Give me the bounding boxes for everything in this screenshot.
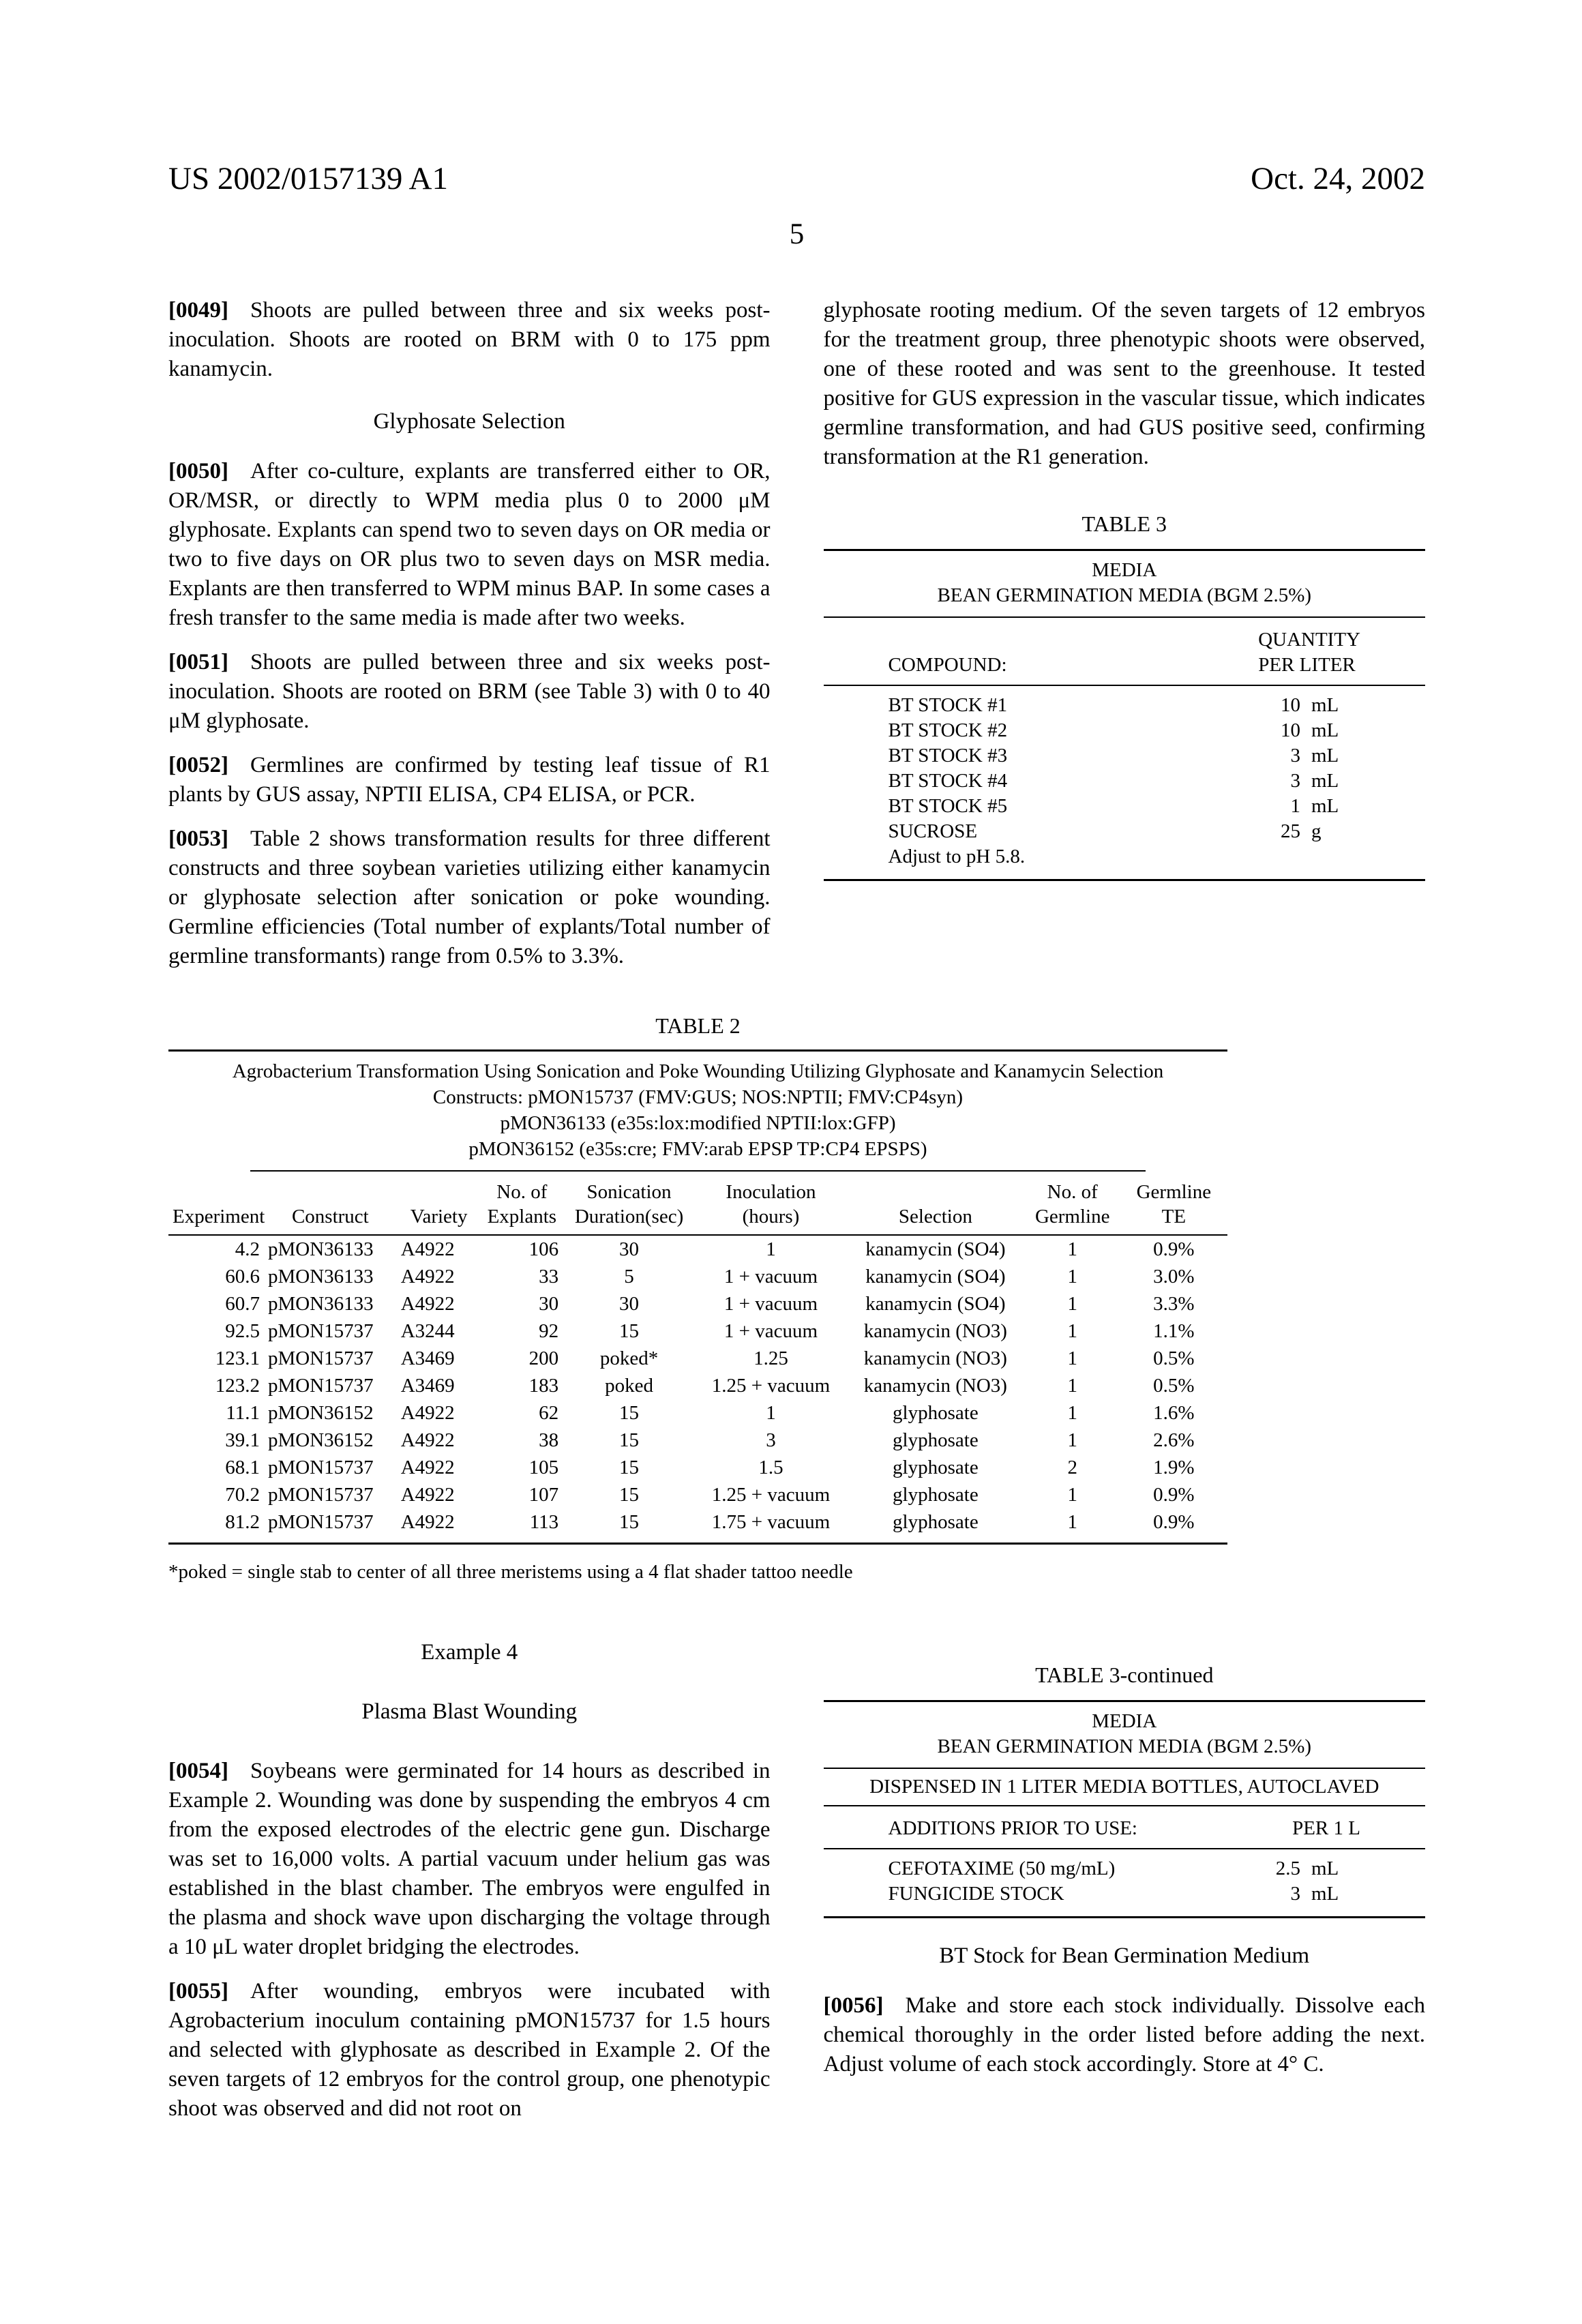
table-3-header-row [824,618,1426,685]
compound-name: Adjust to pH 5.8. [888,846,1026,867]
cell-selection: glyphosate [893,1429,979,1451]
quantity-value: 10 [1281,694,1300,716]
cell-inoculation: 1 [766,1238,776,1260]
table-2-bottom-rule [168,1543,1227,1545]
addition-name: FUNGICIDE STOCK [888,1883,1064,1905]
paragraph-0056-text: Make and store each stock individually. Dissolve each chemical thoroughly in the order listed before adding the next. Adjust volume of each stock accordingly. Store at 4° C. [823,1993,1425,2076]
cell-sonication-duration: 15 [619,1429,640,1451]
cell-germline: 1 [1067,1511,1077,1533]
table-2-row [168,1290,1227,1317]
cell-variety: A4922 [400,1238,455,1260]
paragraph-0050-text: After co-culture, explants are transferred either to OR, OR/MSR, or directly to WPM media plus 0 to 2000 μM glyphosate. Explants can spend two to seven days on OR media or two to five days on OR plus two to seven days on MSR media. Explants are then transferred to WPM minus BAP. In some cases a fresh transfer to the same media is made after two weeks. [168,459,771,630]
quantity-unit: mL [1311,694,1339,716]
compound-name: BT STOCK #4 [888,770,1008,792]
cell-experiment: 123.1 [215,1347,260,1369]
table-3-row [889,769,1361,794]
table-2-row [168,1399,1227,1427]
paragraph-0051 [168,648,771,736]
addition-unit: mL [1311,1858,1339,1879]
cell-germline-te: 3.0% [1153,1266,1195,1287]
cell-inoculation: 1.25 [753,1347,788,1369]
addition-name: CEFOTAXIME (50 mg/mL) [888,1858,1116,1879]
cell-variety: A4922 [400,1457,455,1478]
cell-sonication-duration: 5 [624,1266,634,1287]
table-2-row [168,1508,1227,1543]
cell-experiment: 39.1 [225,1429,260,1451]
quantity-unit: mL [1311,795,1339,817]
table-3-media-label: MEDIA [1092,559,1157,581]
table-2-header-row [168,1172,1227,1235]
compound-name: BT STOCK #2 [888,719,1008,741]
cell-germline: 1 [1067,1293,1077,1315]
cell-explants: 200 [528,1347,559,1369]
table-2-row [168,1481,1227,1508]
cell-inoculation: 1.25 + vacuum [711,1375,831,1397]
paragraph-0052-text: Germlines are confirmed by testing leaf tissue of R1 plants by GUS assay, NPTII ELISA, CP4 ELISA, or PCR. [168,753,771,807]
cell-inoculation: 1.25 + vacuum [711,1484,831,1506]
cell-inoculation: 1 + vacuum [723,1293,818,1315]
table-3-continued-media-name: BEAN GERMINATION MEDIA (BGM 2.5%) [937,1735,1312,1757]
paragraph-0049 [168,296,771,384]
paragraph-0050-tag: [0050] [168,459,228,483]
cell-selection: glyphosate [893,1457,979,1478]
patent-number: US 2002/0157139 A1 [168,161,448,196]
cell-germline-te: 0.5% [1153,1375,1195,1397]
paragraph-0051-text: Shoots are pulled between three and six weeks post-inoculation. Shoots are rooted on BRM (see Table 3) with 0 to 40 μM glyphosate. [168,650,771,733]
cell-explants: 113 [529,1511,559,1533]
quantity-unit: mL [1311,770,1339,792]
compound-name: BT STOCK #1 [888,694,1008,716]
paragraph-0052-tag: [0052] [168,753,228,777]
column-header-explants: No. of Explants [487,1181,557,1227]
cell-experiment: 92.5 [225,1320,260,1342]
table-2-title: TABLE 2 [655,1013,741,1038]
cell-inoculation: 1.5 [758,1457,783,1478]
cell-selection: glyphosate [893,1484,979,1506]
plasma-blast-heading: Plasma Blast Wounding [361,1699,578,1724]
table-3-bottom-rule [824,879,1426,881]
cell-sonication-duration: poked* [599,1347,659,1369]
cell-variety: A3469 [400,1375,455,1397]
quantity-unit [1300,844,1360,869]
compound-name: BT STOCK #5 [888,795,1008,817]
compound-name: SUCROSE [888,820,978,842]
paragraph-0056 [824,1991,1426,2079]
cell-construct: pMON36152 [267,1402,374,1424]
cell-experiment: 68.1 [225,1457,260,1478]
paragraph-0054-text: Soybeans were germinated for 14 hours as described in Example 2. Wounding was done by suspending the embryos 4 cm from the exposed electrodes of the electric gene gun. Discharge was set to 16,000 volts. A partial vacuum under helium gas was established in the blast chamber. The embryos were engulfed in the plasma and shock wave upon discharging the voltage through a 10 μL water droplet bridging the electrodes. [168,1759,771,1959]
cell-selection: kanamycin (NO3) [863,1320,1007,1342]
cell-germline: 2 [1067,1457,1077,1478]
table-3-continued-row [889,1881,1361,1907]
cell-selection: glyphosate [893,1511,979,1533]
cell-sonication-duration: 15 [619,1320,640,1342]
bottom-section [168,1638,1425,2124]
table-2-caption-line2: Constructs: pMON15737 (FMV:GUS; NOS:NPTII; FMV:CP4syn) [432,1086,964,1108]
cell-sonication-duration: 15 [619,1402,640,1424]
table-2-row [168,1263,1227,1290]
cell-explants: 30 [539,1293,559,1315]
paragraph-0053-tag: [0053] [168,826,228,851]
cell-germline-te: 3.3% [1153,1293,1195,1315]
table-3-continued [824,1663,1426,1918]
top-section [168,296,1425,971]
table-2-row [168,1427,1227,1454]
column-header-inoculation: Inoculation (hours) [726,1181,816,1227]
cell-construct: pMON15737 [267,1484,374,1506]
left-column-top [168,296,771,971]
table-3-row [889,819,1361,844]
table-2-row [168,1345,1227,1372]
quantity-value: 1 [1290,795,1300,817]
paragraph-0049-tag: [0049] [168,298,228,323]
paragraph-0053 [168,824,771,971]
cell-germline-te: 0.9% [1153,1511,1195,1533]
quantity-header-line2: PER LITER [1258,654,1356,676]
cell-variety: A3244 [400,1320,455,1342]
cell-explants: 38 [539,1429,559,1451]
table-3-row [889,844,1361,869]
publication-date: Oct. 24, 2002 [1251,161,1425,196]
cell-explants: 92 [539,1320,559,1342]
cell-construct: pMON36133 [267,1238,374,1260]
cell-germline-te: 0.5% [1153,1347,1195,1369]
cell-selection: glyphosate [893,1402,979,1424]
right-column-top [824,296,1426,971]
table-2-caption-line4: pMON36152 (e35s:cre; FMV:arab EPSP TP:CP4 EPSPS) [468,1138,927,1160]
column-header-selection: Selection [898,1206,972,1227]
table-2-row [168,1235,1227,1263]
paragraph-0055-text: After wounding, embryos were incubated with Agrobacterium inoculum containing pMON15737 for 1.5 hours and selected with glyphosate as described in Example 2. Of the seven targets of 12 embryos for the control group, one phenotypic shoot was observed and did not root on [168,1979,771,2121]
table-3-media-name: BEAN GERMINATION MEDIA (BGM 2.5%) [937,584,1312,606]
cell-explants: 106 [528,1238,559,1260]
cell-experiment: 4.2 [235,1238,260,1260]
cell-germline-te: 0.9% [1153,1238,1195,1260]
paragraph-0052 [168,751,771,809]
cell-germline: 1 [1067,1347,1077,1369]
cell-sonication-duration: poked [605,1375,653,1397]
table-2-body [168,1235,1227,1543]
table-2-caption-line3: pMON36133 (e35s:lox:modified NPTII:lox:GFP) [500,1112,896,1134]
cell-germline: 1 [1067,1320,1077,1342]
cell-germline: 1 [1067,1375,1077,1397]
right-column-bottom [824,1638,1426,2124]
page-header [168,160,1425,197]
cell-germline-te: 2.6% [1153,1429,1195,1451]
table-3-row [889,693,1361,718]
paragraph-0053-text: Table 2 shows transformation results for three different constructs and three soybean varieties utilizing either kanamycin or glyphosate selection after sonication or poke wounding. Germline efficiencies (Total number of explants/Total number of germline transformants) range from 0.5% to 3.3%. [168,826,771,968]
cell-explants: 183 [528,1375,559,1397]
cell-germline-te: 0.9% [1153,1484,1195,1506]
quantity-unit: mL [1311,719,1339,741]
cell-construct: pMON36133 [267,1266,374,1287]
paragraph-0055-tag: [0055] [168,1979,228,2003]
table-3-continued-bottom-rule [824,1916,1426,1918]
cell-explants: 107 [528,1484,559,1506]
cell-construct: pMON36152 [267,1429,374,1451]
column-header-germline: No. of Germline [1034,1181,1110,1227]
cell-selection: kanamycin (NO3) [863,1375,1007,1397]
table-3-continued-row [889,1856,1361,1881]
table-3-row [889,794,1361,819]
compound-column-header: COMPOUND: [888,654,1007,676]
table-2-caption [168,1052,1227,1170]
table-3-row [889,718,1361,743]
cell-selection: kanamycin (NO3) [863,1347,1007,1369]
cell-sonication-duration: 30 [619,1293,640,1315]
continuation-paragraph: glyphosate rooting medium. Of the seven targets of 12 embryos for the treatment group, three phenotypic shoots were observed, one of these rooted and was sent to the greenhouse. It tested positive for GUS expression in the vascular tissue, which indicates germline transformation, and had GUS positive seed, confirming transformation at the R1 generation. [823,298,1425,469]
quantity-unit: mL [1311,745,1339,766]
column-header-variety: Variety [410,1206,468,1227]
cell-explants: 105 [528,1457,559,1478]
table-3-continued-header-row [824,1806,1426,1848]
table-2-row [168,1317,1227,1345]
page-number: 5 [789,218,805,250]
paragraph-0050 [168,457,771,633]
cell-inoculation: 1.75 + vacuum [711,1511,831,1533]
paragraph-0051-tag: [0051] [168,650,228,674]
quantity-value: 3 [1290,745,1300,766]
table-3-continued-title: TABLE 3-continued [1035,1663,1214,1687]
cell-variety: A4922 [400,1429,455,1451]
bt-stock-heading: BT Stock for Bean Germination Medium [939,1943,1310,1968]
cell-sonication-duration: 15 [619,1511,640,1533]
addition-unit: mL [1311,1883,1339,1905]
cell-explants: 33 [539,1266,559,1287]
additions-column-header: ADDITIONS PRIOR TO USE: [888,1817,1137,1839]
cell-selection: kanamycin (SO4) [865,1266,1006,1287]
cell-sonication-duration: 30 [619,1238,640,1260]
compound-name: BT STOCK #3 [888,745,1008,766]
table-3 [824,511,1426,881]
table-3-subtitle [824,551,1426,616]
cell-explants: 62 [539,1402,559,1424]
addition-quantity: 3 [1290,1883,1300,1905]
table-2-caption-line1: Agrobacterium Transformation Using Sonication and Poke Wounding Utilizing Glyphosate and Kanamycin Selection [232,1060,1164,1082]
cell-germline: 1 [1067,1429,1077,1451]
quantity-unit: g [1311,820,1322,842]
table-3-body [824,686,1426,879]
cell-experiment: 11.1 [226,1402,260,1424]
cell-variety: A4922 [400,1511,455,1533]
cell-germline-te: 1.1% [1153,1320,1195,1342]
quantity-header-line1: QUANTITY [1258,629,1360,651]
cell-experiment: 60.7 [225,1293,260,1315]
example-4-heading: Example 4 [421,1640,518,1665]
quantity-value: 25 [1281,820,1300,842]
paragraph-0054 [168,1757,771,1962]
column-header-sonication: Sonication Duration(sec) [574,1181,684,1227]
cell-selection: kanamycin (SO4) [865,1238,1006,1260]
cell-variety: A4922 [400,1402,455,1424]
cell-germline: 1 [1067,1484,1077,1506]
quantity-value: 3 [1290,770,1300,792]
table-3-row [889,743,1361,769]
cell-construct: pMON15737 [267,1511,374,1533]
table-2-grid [168,1172,1227,1543]
cell-selection: kanamycin (SO4) [865,1293,1006,1315]
table-2 [168,1013,1227,1585]
cell-construct: pMON15737 [267,1320,374,1342]
paragraph-0056-tag: [0056] [823,1993,884,2018]
cell-experiment: 60.6 [225,1266,260,1287]
cell-germline: 1 [1067,1266,1077,1287]
cell-inoculation: 1 [766,1402,776,1424]
quantity-value [1247,844,1300,869]
per-liter-column-header: PER 1 L [1292,1817,1360,1839]
quantity-value: 10 [1281,719,1300,741]
cell-experiment: 123.2 [215,1375,260,1397]
glyphosate-selection-heading: Glyphosate Selection [373,409,565,434]
cell-construct: pMON15737 [267,1457,374,1478]
cell-construct: pMON15737 [267,1347,374,1369]
table-2-row [168,1372,1227,1399]
dispensed-note: DISPENSED IN 1 LITER MEDIA BOTTLES, AUTOCLAVED [869,1776,1379,1798]
table-2-row [168,1454,1227,1481]
cell-inoculation: 1 + vacuum [723,1266,818,1287]
table-2-footnote: *poked = single stab to center of all three meristems using a 4 flat shader tattoo needle [168,1561,853,1583]
left-column-bottom [168,1638,771,2124]
cell-germline-te: 1.9% [1153,1457,1195,1478]
quantity-column-header [1258,627,1360,678]
cell-germline-te: 1.6% [1153,1402,1195,1424]
cell-variety: A4922 [400,1484,455,1506]
cell-inoculation: 3 [766,1429,776,1451]
cell-germline: 1 [1067,1238,1077,1260]
column-header-experiment: Experiment [173,1206,265,1227]
cell-variety: A4922 [400,1266,455,1287]
cell-construct: pMON15737 [267,1375,374,1397]
table-3-continued-media-label: MEDIA [1092,1710,1157,1732]
paragraph-0055 [168,1977,771,2124]
table-3-continued-body [824,1849,1426,1916]
cell-sonication-duration: 15 [619,1457,640,1478]
addition-quantity: 2.5 [1275,1858,1300,1879]
column-header-construct: Construct [291,1206,369,1227]
cell-construct: pMON36133 [267,1293,374,1315]
cell-inoculation: 1 + vacuum [723,1320,818,1342]
paragraph-0054-tag: [0054] [168,1759,228,1783]
cell-experiment: 70.2 [225,1484,260,1506]
column-header-germline-te: Germline TE [1136,1181,1212,1227]
table-3-continued-subtitle [824,1702,1426,1768]
cell-germline: 1 [1067,1402,1077,1424]
cell-variety: A3469 [400,1347,455,1369]
paragraph-0049-text: Shoots are pulled between three and six weeks post-inoculation. Shoots are rooted on BRM with 0 to 175 ppm kanamycin. [168,298,771,381]
table-3-title: TABLE 3 [1081,511,1167,536]
cell-sonication-duration: 15 [619,1484,640,1506]
cell-experiment: 81.2 [225,1511,260,1533]
cell-variety: A4922 [400,1293,455,1315]
